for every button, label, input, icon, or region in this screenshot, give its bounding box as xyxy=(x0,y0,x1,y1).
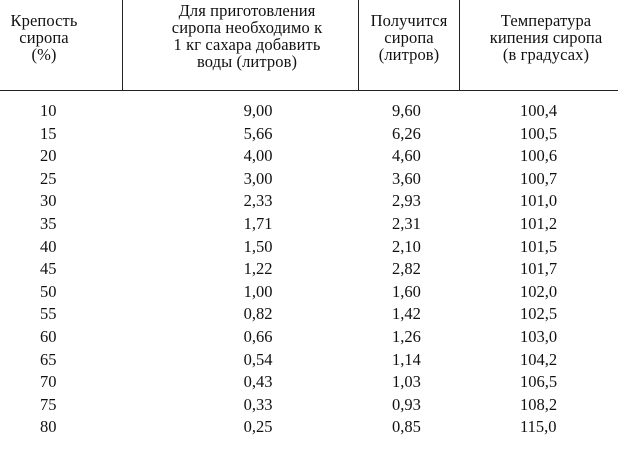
water-cell: 4,00 xyxy=(243,146,273,166)
water-cell: 1,00 xyxy=(243,281,273,301)
header-yield-line: сиропа xyxy=(384,28,434,47)
yield-cell: 0,93 xyxy=(392,394,421,414)
yield-cell: 9,60 xyxy=(392,101,421,120)
temp-cell: 108,2 xyxy=(520,394,558,414)
strength-cell: 35 xyxy=(40,213,57,233)
strength-cell: 40 xyxy=(40,236,57,256)
header-strength-line: Крепость xyxy=(10,11,78,30)
strength-cell: 20 xyxy=(40,146,57,166)
temp-cell: 101,5 xyxy=(520,236,558,256)
temp-cell: 103,0 xyxy=(520,326,558,346)
column-divider xyxy=(358,0,359,90)
table-row xyxy=(0,303,618,326)
water-cell: 3,00 xyxy=(243,168,273,188)
table-row xyxy=(0,258,618,281)
table-row xyxy=(0,371,618,394)
water-cell: 9,00 xyxy=(243,101,273,120)
header-water-line: 1 кг сахара добавить xyxy=(173,35,321,54)
header-divider xyxy=(0,90,618,91)
strength-cell: 10 xyxy=(40,101,57,120)
temp-cell: 100,7 xyxy=(520,168,558,188)
water-cell: 5,66 xyxy=(243,123,273,143)
water-cell: 0,66 xyxy=(243,326,273,346)
yield-cell: 6,26 xyxy=(392,123,421,143)
header-yield-line: Получится xyxy=(370,11,448,30)
header-strength xyxy=(0,12,88,63)
strength-cell: 55 xyxy=(40,304,57,324)
temp-cell: 101,7 xyxy=(520,259,558,279)
header-boiling-temp-line: Температура xyxy=(500,11,592,30)
water-cell: 2,33 xyxy=(243,191,273,211)
yield-cell: 1,03 xyxy=(392,372,421,392)
temp-cell: 100,4 xyxy=(520,101,558,120)
yield-cell: 2,31 xyxy=(392,213,421,233)
strength-cell: 30 xyxy=(40,191,57,211)
table-row xyxy=(0,326,618,349)
temp-cell: 115,0 xyxy=(520,417,557,437)
water-cell: 0,82 xyxy=(243,304,273,324)
table-row xyxy=(0,349,618,372)
temp-cell: 102,0 xyxy=(520,281,558,301)
strength-cell: 70 xyxy=(40,372,57,392)
water-cell: 1,22 xyxy=(243,259,273,279)
strength-cell: 65 xyxy=(40,349,57,369)
header-water-line: сиропа необходимо к xyxy=(171,18,323,37)
temp-cell: 104,2 xyxy=(520,349,558,369)
yield-cell: 2,10 xyxy=(392,236,421,256)
water-cell: 0,33 xyxy=(243,394,273,414)
header-strength-line: (%) xyxy=(31,45,57,64)
table-row xyxy=(0,145,618,168)
yield-cell: 4,60 xyxy=(392,146,421,166)
yield-cell: 1,42 xyxy=(392,304,421,324)
yield-cell: 0,85 xyxy=(392,417,421,437)
column-divider xyxy=(459,0,460,90)
table-row xyxy=(0,236,618,259)
header-water xyxy=(126,2,368,70)
strength-cell: 45 xyxy=(40,259,57,279)
temp-cell: 101,0 xyxy=(520,191,558,211)
table-row xyxy=(0,281,618,304)
strength-cell: 15 xyxy=(40,123,57,143)
header-strength-line: сиропа xyxy=(19,28,69,47)
temp-cell: 100,5 xyxy=(520,123,558,143)
header-yield-line: (литров) xyxy=(378,45,440,64)
water-cell: 0,54 xyxy=(243,349,273,369)
strength-cell: 75 xyxy=(40,394,57,414)
header-boiling-temp xyxy=(476,12,616,63)
yield-cell: 2,93 xyxy=(392,191,421,211)
table-row xyxy=(0,100,618,123)
strength-cell: 25 xyxy=(40,168,57,188)
water-cell: 1,71 xyxy=(243,213,273,233)
table-row xyxy=(0,394,618,417)
header-water-line: воды (литров) xyxy=(196,52,298,71)
header-yield xyxy=(362,12,456,63)
water-cell: 1,50 xyxy=(243,236,273,256)
table-row xyxy=(0,190,618,213)
strength-cell: 80 xyxy=(40,417,57,437)
table-row xyxy=(0,168,618,191)
header-boiling-temp-line: кипения сиропа xyxy=(489,28,603,47)
temp-cell: 102,5 xyxy=(520,304,558,324)
temp-cell: 101,2 xyxy=(520,213,558,233)
table-body xyxy=(0,100,618,439)
yield-cell: 1,60 xyxy=(392,281,421,301)
table-row xyxy=(0,123,618,146)
temp-cell: 100,6 xyxy=(520,146,558,166)
water-cell: 0,43 xyxy=(243,372,273,392)
strength-cell: 50 xyxy=(40,281,57,301)
table-row xyxy=(0,416,618,439)
yield-cell: 1,26 xyxy=(392,326,421,346)
column-divider xyxy=(122,0,123,90)
yield-cell: 1,14 xyxy=(392,349,421,369)
water-cell: 0,25 xyxy=(243,417,273,437)
strength-cell: 60 xyxy=(40,326,57,346)
header-boiling-temp-line: (в градусах) xyxy=(502,45,590,64)
table-row xyxy=(0,213,618,236)
yield-cell: 2,82 xyxy=(392,259,421,279)
header-water-line: Для приготовления xyxy=(178,1,316,20)
temp-cell: 106,5 xyxy=(520,372,558,392)
yield-cell: 3,60 xyxy=(392,168,421,188)
